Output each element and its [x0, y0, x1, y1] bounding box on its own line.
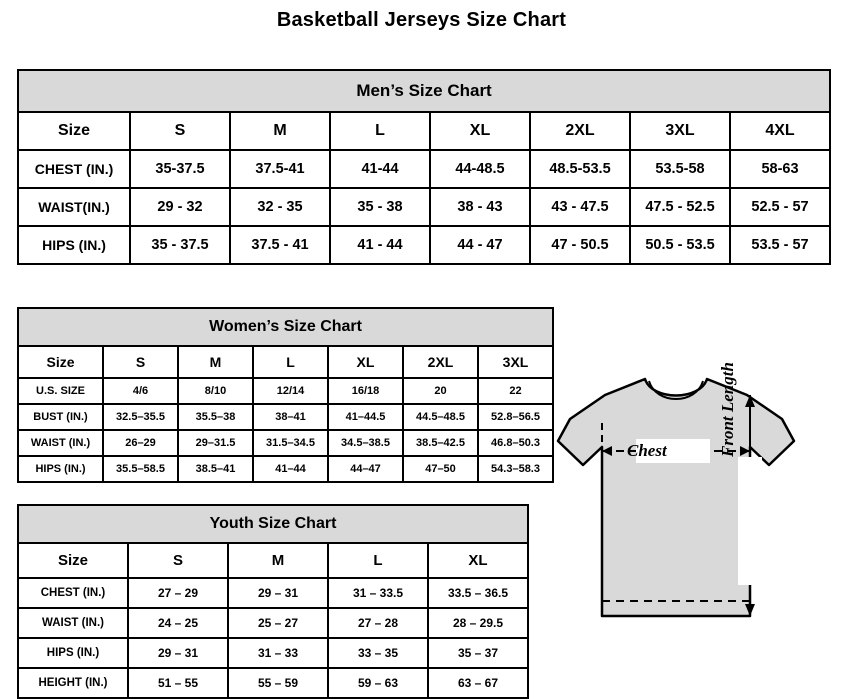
cell: 24 – 25	[128, 608, 228, 638]
cell: 53.5 - 57	[730, 226, 830, 264]
chest-measure-label: Chest	[627, 441, 667, 460]
table-row	[18, 150, 830, 188]
cell: 34.5–38.5	[328, 430, 403, 456]
cell: 31.5–34.5	[253, 430, 328, 456]
cell: 47–50	[403, 456, 478, 482]
cell: 35.5–38	[178, 404, 253, 430]
table-row	[18, 456, 553, 482]
page-title: Basketball Jerseys Size Chart	[276, 9, 567, 31]
cell: 54.3–58.3	[478, 456, 553, 482]
shirt-icon	[550, 361, 840, 681]
cell: 38–41	[253, 404, 328, 430]
cell: 35 – 37	[428, 638, 528, 668]
row-label: WAIST(IN.)	[18, 188, 130, 226]
cell: 26–29	[103, 430, 178, 456]
cell: 44 - 47	[430, 226, 530, 264]
mens-header-row	[18, 112, 830, 150]
cell: 47.5 - 52.5	[630, 188, 730, 226]
cell: 47 - 50.5	[530, 226, 630, 264]
cell: 12/14	[253, 378, 328, 404]
cell: 55 – 59	[228, 668, 328, 698]
cell: 35.5–58.5	[103, 456, 178, 482]
youth-col-l: L	[328, 543, 428, 578]
row-label: CHEST (IN.)	[18, 150, 130, 188]
row-label: CHEST (IN.)	[18, 578, 128, 608]
cell: 27 – 28	[328, 608, 428, 638]
mens-col-xl: XL	[430, 112, 530, 150]
cell: 29 – 31	[228, 578, 328, 608]
womens-col-m: M	[178, 346, 253, 378]
table-row	[18, 430, 553, 456]
table-row	[18, 638, 528, 668]
cell: 50.5 - 53.5	[630, 226, 730, 264]
cell: 35 - 37.5	[130, 226, 230, 264]
womens-col-3xl: 3XL	[478, 346, 553, 378]
table-row	[18, 608, 528, 638]
mens-chart-caption: Men’s Size Chart	[18, 70, 830, 112]
mens-size-chart-table	[17, 69, 831, 265]
womens-size-chart-table	[17, 307, 554, 483]
cell: 25 – 27	[228, 608, 328, 638]
youth-col-m: M	[228, 543, 328, 578]
cell: 31 – 33.5	[328, 578, 428, 608]
cell: 28 – 29.5	[428, 608, 528, 638]
womens-col-xl: XL	[328, 346, 403, 378]
mens-col-l: L	[330, 112, 430, 150]
table-row	[18, 578, 528, 608]
table-row	[18, 378, 553, 404]
cell: 32.5–35.5	[103, 404, 178, 430]
table-row	[18, 226, 830, 264]
womens-chart-caption-row	[18, 308, 553, 346]
cell: 41–44	[253, 456, 328, 482]
cell: 35-37.5	[130, 150, 230, 188]
cell: 41-44	[330, 150, 430, 188]
shirt-measurement-diagram	[550, 361, 840, 681]
cell: 35 - 38	[330, 188, 430, 226]
cell: 32 - 35	[230, 188, 330, 226]
mens-col-size: Size	[18, 112, 130, 150]
womens-chart-caption: Women’s Size Chart	[18, 308, 553, 346]
cell: 29 - 32	[130, 188, 230, 226]
cell: 41 - 44	[330, 226, 430, 264]
mens-col-m: M	[230, 112, 330, 150]
row-label: WAIST (IN.)	[18, 430, 103, 456]
cell: 16/18	[328, 378, 403, 404]
cell: 29–31.5	[178, 430, 253, 456]
cell: 4/6	[103, 378, 178, 404]
youth-chart-caption: Youth Size Chart	[18, 505, 528, 543]
mens-chart-caption-row	[18, 70, 830, 112]
cell: 43 - 47.5	[530, 188, 630, 226]
youth-header-row	[18, 543, 528, 578]
mens-col-s: S	[130, 112, 230, 150]
cell: 27 – 29	[128, 578, 228, 608]
youth-chart-caption-row	[18, 505, 528, 543]
cell: 44-48.5	[430, 150, 530, 188]
cell: 31 – 33	[228, 638, 328, 668]
youth-col-s: S	[128, 543, 228, 578]
cell: 46.8–50.3	[478, 430, 553, 456]
table-row	[18, 404, 553, 430]
cell: 29 – 31	[128, 638, 228, 668]
row-label: BUST (IN.)	[18, 404, 103, 430]
womens-col-size: Size	[18, 346, 103, 378]
row-label: HEIGHT (IN.)	[18, 668, 128, 698]
row-label: HIPS (IN.)	[18, 456, 103, 482]
row-label: U.S. SIZE	[18, 378, 103, 404]
table-row	[18, 668, 528, 698]
womens-col-l: L	[253, 346, 328, 378]
cell: 52.5 - 57	[730, 188, 830, 226]
mens-col-3xl: 3XL	[630, 112, 730, 150]
cell: 53.5-58	[630, 150, 730, 188]
cell: 44.5–48.5	[403, 404, 478, 430]
cell: 58-63	[730, 150, 830, 188]
cell: 38 - 43	[430, 188, 530, 226]
cell: 20	[403, 378, 478, 404]
mens-col-4xl: 4XL	[730, 112, 830, 150]
cell: 37.5-41	[230, 150, 330, 188]
row-label: HIPS (IN.)	[18, 638, 128, 668]
womens-header-row	[18, 346, 553, 378]
table-row	[18, 188, 830, 226]
cell: 59 – 63	[328, 668, 428, 698]
cell: 48.5-53.5	[530, 150, 630, 188]
cell: 41–44.5	[328, 404, 403, 430]
womens-col-2xl: 2XL	[403, 346, 478, 378]
cell: 37.5 - 41	[230, 226, 330, 264]
cell: 22	[478, 378, 553, 404]
youth-size-chart-table	[17, 504, 529, 699]
cell: 63 – 67	[428, 668, 528, 698]
front-length-measure-label: Front Length	[718, 362, 737, 457]
cell: 44–47	[328, 456, 403, 482]
youth-col-size: Size	[18, 543, 128, 578]
cell: 38.5–42.5	[403, 430, 478, 456]
cell: 51 – 55	[128, 668, 228, 698]
cell: 38.5–41	[178, 456, 253, 482]
row-label: HIPS (IN.)	[18, 226, 130, 264]
mens-col-2xl: 2XL	[530, 112, 630, 150]
row-label: WAIST (IN.)	[18, 608, 128, 638]
cell: 52.8–56.5	[478, 404, 553, 430]
cell: 33 – 35	[328, 638, 428, 668]
womens-col-s: S	[103, 346, 178, 378]
cell: 33.5 – 36.5	[428, 578, 528, 608]
youth-col-xl: XL	[428, 543, 528, 578]
cell: 8/10	[178, 378, 253, 404]
